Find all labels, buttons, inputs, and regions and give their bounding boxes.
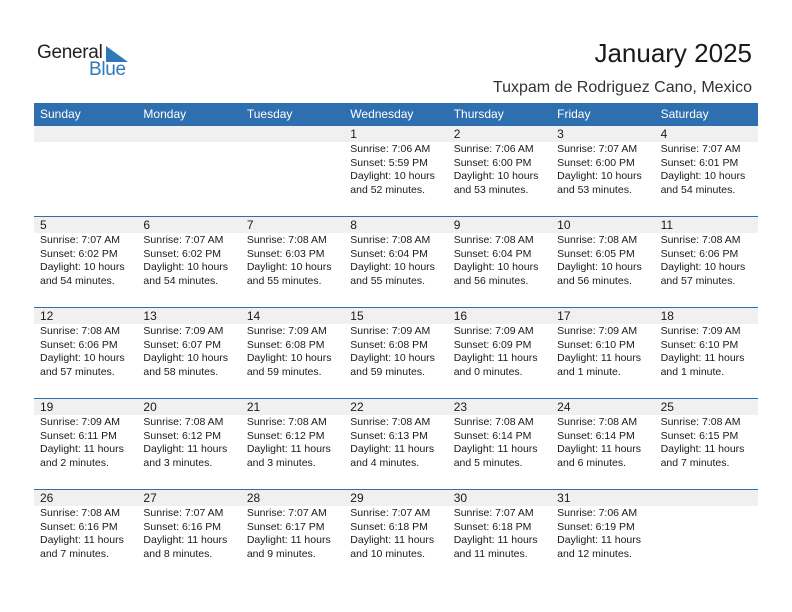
sunset-time: Sunset: 6:19 PM	[557, 520, 635, 533]
sunrise-time: Sunrise: 7:09 AM	[660, 325, 741, 337]
weekday-monday: Monday	[143, 107, 187, 121]
daylight-minutes: and 3 minutes.	[246, 456, 316, 469]
day-cell	[241, 399, 344, 489]
day-number: 7	[241, 217, 344, 233]
sunrise-time: Sunrise: 7:09 AM	[246, 325, 327, 337]
day-number: 23	[448, 399, 551, 415]
daylight-minutes: and 11 minutes.	[453, 547, 528, 560]
daylight-hours: Daylight: 11 hours	[660, 443, 745, 455]
daylight-hours: Daylight: 10 hours	[350, 261, 435, 273]
daylight-hours: Daylight: 11 hours	[350, 534, 435, 546]
sunrise-time: Sunrise: 7:08 AM	[557, 416, 638, 428]
week-row	[34, 307, 758, 398]
weekday-wednesday: Wednesday	[350, 107, 414, 121]
sunrise-time: Sunrise: 7:06 AM	[557, 507, 638, 519]
sunset-time: Sunset: 6:00 PM	[453, 156, 532, 169]
day-cell	[344, 399, 447, 489]
day-number: 18	[655, 308, 758, 324]
daylight-minutes: and 1 minute.	[557, 365, 621, 378]
daylight-hours: Daylight: 11 hours	[453, 534, 538, 546]
empty-day-cell	[655, 490, 758, 580]
day-number	[655, 490, 758, 506]
calendar-weeks	[34, 126, 758, 580]
daylight-hours: Daylight: 10 hours	[350, 352, 435, 364]
daylight-hours: Daylight: 10 hours	[453, 261, 539, 273]
day-cell	[241, 217, 344, 307]
day-cell	[241, 490, 344, 580]
day-number: 21	[241, 399, 344, 415]
sunrise-time: Sunrise: 7:08 AM	[660, 416, 741, 428]
day-cell	[241, 308, 344, 398]
day-cell	[34, 308, 137, 398]
day-number: 9	[448, 217, 551, 233]
day-cell	[551, 126, 654, 216]
day-number: 15	[344, 308, 447, 324]
daylight-hours: Daylight: 11 hours	[350, 443, 435, 455]
sunset-time: Sunset: 6:16 PM	[40, 520, 118, 533]
daylight-hours: Daylight: 10 hours	[660, 170, 746, 182]
daylight-minutes: and 10 minutes.	[350, 547, 425, 560]
sunset-time: Sunset: 6:14 PM	[453, 429, 532, 442]
empty-day-cell	[137, 126, 240, 216]
sunset-time: Sunset: 6:00 PM	[557, 156, 635, 169]
day-number: 4	[655, 126, 758, 142]
day-number: 26	[34, 490, 137, 506]
day-cell	[551, 490, 654, 580]
daylight-minutes: and 4 minutes.	[350, 456, 420, 469]
location-subtitle: Tuxpam de Rodriguez Cano, Mexico	[492, 79, 752, 96]
day-cell	[344, 490, 447, 580]
day-cell	[655, 217, 758, 307]
sunrise-time: Sunrise: 7:08 AM	[660, 234, 741, 246]
day-number: 28	[241, 490, 344, 506]
sunrise-time: Sunrise: 7:07 AM	[453, 507, 534, 519]
day-cell	[448, 126, 551, 216]
sunrise-time: Sunrise: 7:08 AM	[40, 325, 120, 337]
day-number: 22	[344, 399, 447, 415]
sunrise-time: Sunrise: 7:09 AM	[143, 325, 224, 337]
day-number	[241, 126, 344, 142]
weekday-thursday: Thursday	[453, 107, 504, 121]
sunset-time: Sunset: 6:18 PM	[350, 520, 428, 533]
day-number: 16	[448, 308, 551, 324]
daylight-minutes: and 59 minutes.	[246, 365, 322, 378]
day-number: 17	[551, 308, 654, 324]
daylight-minutes: and 7 minutes.	[40, 547, 109, 560]
daylight-hours: Daylight: 11 hours	[660, 352, 745, 364]
sunset-time: Sunset: 6:17 PM	[246, 520, 325, 533]
daylight-minutes: and 3 minutes.	[143, 456, 213, 469]
day-cell	[655, 308, 758, 398]
daylight-hours: Daylight: 11 hours	[143, 443, 228, 455]
day-number: 3	[551, 126, 654, 142]
sunrise-time: Sunrise: 7:09 AM	[453, 325, 534, 337]
weekday-sunday: Sunday	[40, 107, 81, 121]
day-cell	[448, 308, 551, 398]
sunrise-time: Sunrise: 7:08 AM	[350, 416, 431, 428]
generalblue-logo	[37, 42, 137, 82]
logo-word-general: General	[37, 42, 103, 63]
daylight-minutes: and 2 minutes.	[40, 456, 109, 469]
day-number: 10	[551, 217, 654, 233]
sunset-time: Sunset: 6:16 PM	[143, 520, 222, 533]
week-row	[34, 489, 758, 580]
weekday-saturday: Saturday	[660, 107, 709, 121]
daylight-hours: Daylight: 11 hours	[143, 534, 228, 546]
daylight-minutes: and 54 minutes.	[660, 183, 736, 196]
day-number: 1	[344, 126, 447, 142]
daylight-minutes: and 55 minutes.	[350, 274, 425, 287]
day-cell	[137, 308, 240, 398]
day-number: 12	[34, 308, 137, 324]
sunset-time: Sunset: 6:06 PM	[660, 247, 739, 260]
sunset-time: Sunset: 6:14 PM	[557, 429, 635, 442]
sunset-time: Sunset: 6:02 PM	[143, 247, 222, 260]
empty-day-cell	[34, 126, 137, 216]
sunrise-time: Sunrise: 7:06 AM	[350, 143, 431, 155]
day-number: 14	[241, 308, 344, 324]
day-number: 31	[551, 490, 654, 506]
sunrise-time: Sunrise: 7:07 AM	[557, 143, 638, 155]
day-number: 29	[344, 490, 447, 506]
sunrise-time: Sunrise: 7:07 AM	[350, 507, 431, 519]
weekday-tuesday: Tuesday	[246, 107, 293, 121]
day-number: 30	[448, 490, 551, 506]
sunset-time: Sunset: 6:04 PM	[350, 247, 428, 260]
daylight-minutes: and 58 minutes.	[143, 365, 219, 378]
day-number: 24	[551, 399, 654, 415]
day-cell	[655, 399, 758, 489]
week-row	[34, 126, 758, 216]
daylight-minutes: and 8 minutes.	[143, 547, 213, 560]
empty-day-cell	[241, 126, 344, 216]
sunset-time: Sunset: 6:01 PM	[660, 156, 739, 169]
day-cell	[34, 217, 137, 307]
daylight-hours: Daylight: 11 hours	[40, 534, 124, 546]
daylight-minutes: and 52 minutes.	[350, 183, 425, 196]
daylight-minutes: and 9 minutes.	[246, 547, 316, 560]
sunset-time: Sunset: 6:03 PM	[246, 247, 325, 260]
sunset-time: Sunset: 6:15 PM	[660, 429, 739, 442]
daylight-minutes: and 53 minutes.	[453, 183, 529, 196]
sunset-time: Sunset: 6:08 PM	[350, 338, 428, 351]
daylight-hours: Daylight: 11 hours	[453, 352, 538, 364]
day-number: 25	[655, 399, 758, 415]
logo-word-blue: Blue	[89, 59, 126, 80]
day-cell	[137, 490, 240, 580]
daylight-hours: Daylight: 11 hours	[453, 443, 538, 455]
daylight-minutes: and 55 minutes.	[246, 274, 322, 287]
sunrise-time: Sunrise: 7:07 AM	[660, 143, 741, 155]
daylight-hours: Daylight: 11 hours	[246, 534, 331, 546]
daylight-minutes: and 54 minutes.	[143, 274, 219, 287]
sunrise-time: Sunrise: 7:08 AM	[453, 416, 534, 428]
sunrise-time: Sunrise: 7:08 AM	[453, 234, 534, 246]
daylight-hours: Daylight: 10 hours	[246, 352, 332, 364]
daylight-hours: Daylight: 11 hours	[40, 443, 124, 455]
daylight-hours: Daylight: 10 hours	[660, 261, 746, 273]
daylight-minutes: and 0 minutes.	[453, 365, 523, 378]
sunrise-time: Sunrise: 7:07 AM	[143, 507, 224, 519]
day-cell	[34, 399, 137, 489]
sunset-time: Sunset: 6:13 PM	[350, 429, 428, 442]
daylight-hours: Daylight: 10 hours	[246, 261, 332, 273]
sunset-time: Sunset: 6:12 PM	[143, 429, 222, 442]
day-number	[34, 126, 137, 142]
daylight-minutes: and 1 minute.	[660, 365, 725, 378]
week-row	[34, 398, 758, 489]
sunset-time: Sunset: 6:06 PM	[40, 338, 118, 351]
day-cell	[448, 217, 551, 307]
sunrise-time: Sunrise: 7:07 AM	[40, 234, 120, 246]
week-row	[34, 216, 758, 307]
day-cell	[344, 126, 447, 216]
sunset-time: Sunset: 6:04 PM	[453, 247, 532, 260]
daylight-minutes: and 6 minutes.	[557, 456, 627, 469]
sunrise-time: Sunrise: 7:08 AM	[143, 416, 224, 428]
sunrise-time: Sunrise: 7:08 AM	[557, 234, 638, 246]
daylight-minutes: and 57 minutes.	[660, 274, 736, 287]
day-cell	[344, 217, 447, 307]
day-number: 11	[655, 217, 758, 233]
daylight-hours: Daylight: 10 hours	[557, 170, 642, 182]
day-number: 2	[448, 126, 551, 142]
sunset-time: Sunset: 6:10 PM	[557, 338, 635, 351]
sunset-time: Sunset: 6:18 PM	[453, 520, 532, 533]
daylight-minutes: and 5 minutes.	[453, 456, 523, 469]
daylight-hours: Daylight: 10 hours	[557, 261, 642, 273]
day-number: 5	[34, 217, 137, 233]
daylight-hours: Daylight: 10 hours	[143, 352, 229, 364]
sunset-time: Sunset: 6:02 PM	[40, 247, 118, 260]
day-number: 8	[344, 217, 447, 233]
daylight-hours: Daylight: 11 hours	[557, 352, 641, 364]
day-cell	[448, 399, 551, 489]
weekday-friday: Friday	[557, 107, 591, 121]
sunrise-time: Sunrise: 7:09 AM	[350, 325, 431, 337]
day-cell	[448, 490, 551, 580]
day-number	[137, 126, 240, 142]
day-number: 19	[34, 399, 137, 415]
day-number: 6	[137, 217, 240, 233]
day-cell	[137, 217, 240, 307]
sunrise-time: Sunrise: 7:08 AM	[246, 416, 327, 428]
sunrise-time: Sunrise: 7:08 AM	[40, 507, 120, 519]
daylight-minutes: and 7 minutes.	[660, 456, 730, 469]
daylight-hours: Daylight: 10 hours	[143, 261, 229, 273]
sunset-time: Sunset: 6:07 PM	[143, 338, 222, 351]
sunset-time: Sunset: 6:12 PM	[246, 429, 325, 442]
daylight-hours: Daylight: 10 hours	[40, 261, 125, 273]
day-cell	[34, 490, 137, 580]
day-cell	[551, 308, 654, 398]
sunrise-time: Sunrise: 7:06 AM	[453, 143, 534, 155]
daylight-minutes: and 56 minutes.	[557, 274, 632, 287]
daylight-hours: Daylight: 11 hours	[246, 443, 331, 455]
day-number: 13	[137, 308, 240, 324]
sunrise-time: Sunrise: 7:07 AM	[143, 234, 224, 246]
sunset-time: Sunset: 6:10 PM	[660, 338, 739, 351]
day-cell	[551, 217, 654, 307]
daylight-minutes: and 53 minutes.	[557, 183, 632, 196]
sunset-time: Sunset: 6:09 PM	[453, 338, 532, 351]
daylight-minutes: and 57 minutes.	[40, 365, 115, 378]
day-number: 27	[137, 490, 240, 506]
daylight-minutes: and 56 minutes.	[453, 274, 529, 287]
day-number: 20	[137, 399, 240, 415]
sunrise-time: Sunrise: 7:07 AM	[246, 507, 327, 519]
daylight-minutes: and 54 minutes.	[40, 274, 115, 287]
day-cell	[137, 399, 240, 489]
sunset-time: Sunset: 6:05 PM	[557, 247, 635, 260]
calendar-grid	[34, 103, 758, 580]
daylight-hours: Daylight: 10 hours	[40, 352, 125, 364]
sunrise-time: Sunrise: 7:09 AM	[40, 416, 120, 428]
daylight-hours: Daylight: 10 hours	[350, 170, 435, 182]
sunrise-time: Sunrise: 7:09 AM	[557, 325, 638, 337]
weekday-header	[34, 103, 758, 126]
day-cell	[344, 308, 447, 398]
daylight-minutes: and 12 minutes.	[557, 547, 632, 560]
sunrise-time: Sunrise: 7:08 AM	[246, 234, 327, 246]
sunset-time: Sunset: 5:59 PM	[350, 156, 428, 169]
daylight-minutes: and 59 minutes.	[350, 365, 425, 378]
day-cell	[551, 399, 654, 489]
sunrise-time: Sunrise: 7:08 AM	[350, 234, 431, 246]
sunset-time: Sunset: 6:11 PM	[40, 429, 117, 442]
daylight-hours: Daylight: 11 hours	[557, 443, 641, 455]
day-cell	[655, 126, 758, 216]
daylight-hours: Daylight: 11 hours	[557, 534, 641, 546]
page-title: January 2025	[594, 38, 752, 68]
daylight-hours: Daylight: 10 hours	[453, 170, 539, 182]
sunset-time: Sunset: 6:08 PM	[246, 338, 325, 351]
